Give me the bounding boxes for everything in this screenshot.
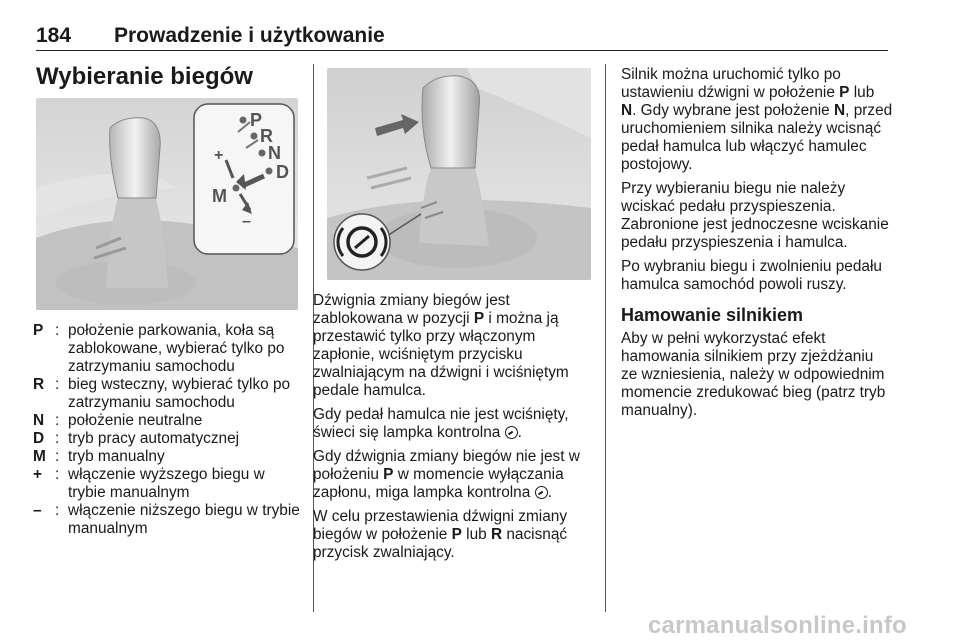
gear-label-p: P [250,110,263,130]
list-item: – : włączenie niższego biegu w trybie manualnym [33,502,300,537]
paragraph: Po wybraniu biegu i zwolnieniu pedału hamulca samochód powoli ruszy. [621,258,882,293]
release-button-figure [327,68,591,280]
paragraph: Gdy pedał hamulca nie jest wciśnięty, świeci się lampka kontrolna . [313,406,569,441]
column-2-text [313,292,599,568]
brake-lamp-icon [535,486,548,499]
gear-label-n: N [268,143,281,163]
column-3-text [621,66,893,426]
column-divider [605,64,606,612]
brake-warning-lamp-inset [334,214,390,270]
brake-lamp-icon [505,426,518,439]
gear-label-plus: + [214,147,224,164]
paragraph: Silnik można uruchomić tylko po ustawieniu dźwigni w położenie P lub N. Gdy wybrane jest położenie N, przed uruchomieniem silnika należy wcisnąć pedał hamulca lub włączyć hamulec postojowy. [621,66,893,173]
subsection-heading: Hamowanie silnikiem [621,305,804,325]
paragraph: Gdy dźwignia zmiany biegów nie jest w położeniu P w momencie wyłączania zapłonu, miga lampka kontrolna . [313,448,580,501]
page-header [36,22,888,51]
paragraph: Aby w pełni wykorzystać efekt hamowania silnikiem przy zjeżdżaniu ze wzniesienia, należy w odpowiednim momencie zredukować bieg (patrz tryb manualny). [621,330,886,419]
page-title: Prowadzenie i użytkowanie [114,24,385,47]
paragraph: W celu przestawienia dźwigni zmiany biegów w położenie P lub R nacisnąć przycisk zwalniający. [313,508,568,561]
paragraph: Dźwignia zmiany biegów jest zablokowana w pozycji P i można ją przestawić tylko przy włączonym zapłonie, wciśniętym przycisku zwalniającym na dźwigni i wciśniętym pedale hamulca. [313,292,569,399]
page-number: 184 [36,24,72,47]
gear-lever-figure [36,98,298,310]
list-item: M : tryb manualny [33,448,165,465]
list-item: + : włączenie wyższego biegu w trybie manualnym [33,466,265,501]
watermark: carmanualsonline.info [648,612,907,639]
list-item: P : położenie parkowania, koła są zablokowane, wybierać tylko po zatrzymaniu samochodu [33,322,285,375]
gear-label-m: M [212,186,227,206]
paragraph: Przy wybieraniu biegu nie należy wciskać pedału przyspieszenia. Zabronione jest jednoczesne wciskanie pedału przyspieszenia i hamulca. [621,180,889,251]
list-item: D : tryb pracy automatycznej [33,430,240,447]
gear-position-list [33,322,305,538]
gear-label-minus: – [242,213,251,230]
gear-pattern-inset [194,104,294,254]
gear-label-d: D [276,162,289,182]
list-item: N : położenie neutralne [33,412,203,429]
gear-label-r: R [260,126,273,146]
list-item: R : bieg wsteczny, wybierać tylko po zatrzymaniu samochodu [33,376,291,411]
section-title: Wybieranie biegów [36,63,253,90]
